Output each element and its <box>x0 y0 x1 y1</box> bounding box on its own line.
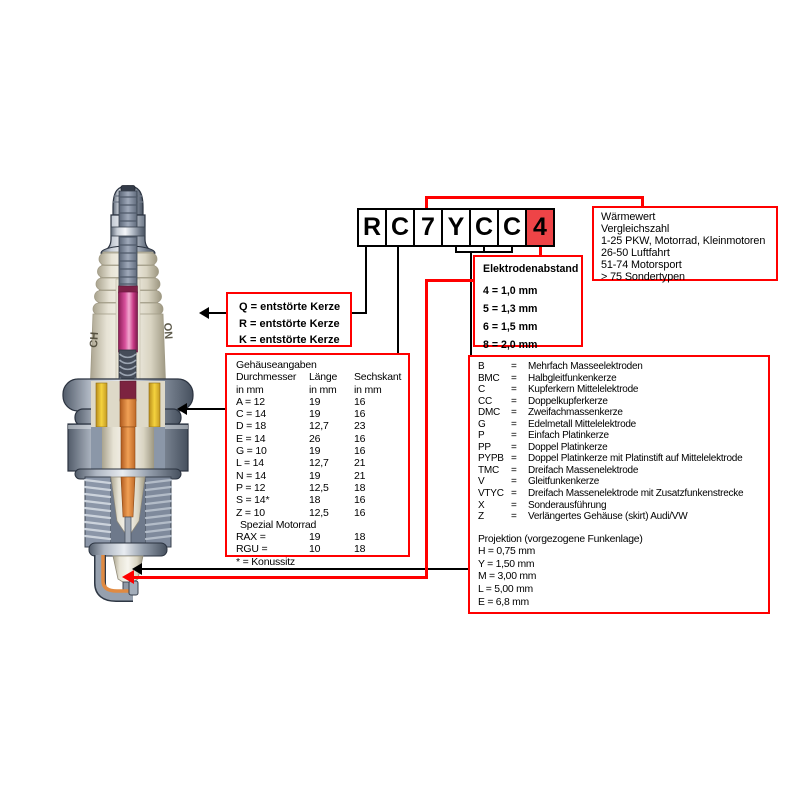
text-line: Y = 1,50 mm <box>478 558 535 570</box>
cell-code: N = 14 <box>236 469 267 482</box>
cell-desc: 16 <box>354 395 366 408</box>
cell-eq: 26 <box>309 432 321 445</box>
cell-code: C = 14 <box>236 408 267 421</box>
cell-desc: 16 <box>354 408 366 421</box>
connector-heat-horizontal <box>425 196 644 199</box>
text-line: 26-50 Luftfahrt <box>601 247 670 260</box>
cell-eq: = <box>511 361 517 372</box>
cell-desc: Edelmetall Mittelelektrode <box>528 418 636 430</box>
cell-code: CC <box>478 395 492 407</box>
cell-code: PP <box>478 441 491 453</box>
plug-resistor <box>119 286 138 352</box>
cell-eq: 19 <box>309 531 321 544</box>
housing-special-label: Spezial Motorrad <box>240 518 317 531</box>
connector-ycc-rail <box>455 251 513 253</box>
code-letter-box: 7 <box>413 208 443 247</box>
text-line: Vergleichszahl <box>601 223 670 236</box>
cell-desc: 18 <box>354 481 366 494</box>
cell-eq: 12,5 <box>309 506 329 519</box>
text-line: 5 = 1,3 mm <box>483 303 538 315</box>
cell-eq: 19 <box>309 408 321 421</box>
code-letter-box: R <box>357 208 387 247</box>
electrode-gap-rows <box>483 282 581 354</box>
cell-desc: Zweifachmassenkerze <box>528 407 623 419</box>
cell-desc: Gleitfunkenkerze <box>528 476 600 488</box>
cell-desc: Verlängertes Gehäuse (skirt) Audi/VW <box>528 511 688 523</box>
cell-eq: = <box>511 499 517 511</box>
cell-desc: 23 <box>354 420 366 433</box>
cell-code: X <box>478 499 485 511</box>
housing-table-rows <box>236 396 408 519</box>
col-unit-diameter: in mm <box>236 383 264 396</box>
text-line: > 75 Sondertypen <box>601 271 685 284</box>
electrode-codes-box <box>468 355 770 614</box>
col-header-hex: Sechskant <box>354 371 402 384</box>
cell-eq: = <box>511 511 517 523</box>
text-line: E = 6,8 mm <box>478 596 529 608</box>
projection-section <box>478 534 768 610</box>
text-line: L = 5,00 mm <box>478 584 533 596</box>
cell-code: L = 14 <box>236 457 264 470</box>
cell-code: B <box>478 361 485 372</box>
connector-r-vertical <box>365 247 367 314</box>
cell-code: RGU = <box>236 543 268 556</box>
text-line: R = entstörte Kerze <box>239 317 340 330</box>
cell-desc: Dreifach Massenelektrode <box>528 464 639 476</box>
cell-eq: 12,7 <box>309 420 329 433</box>
cell-desc: Dreifach Massenelektrode mit Zusatzfunkenstrecke <box>528 488 744 500</box>
cell-code: Z <box>478 511 484 523</box>
text-line: 8 = 2,0 mm <box>483 339 538 351</box>
connector-codes-to-plug <box>141 568 468 570</box>
cell-eq: = <box>511 384 517 396</box>
text-line: 6 = 1,5 mm <box>483 321 538 333</box>
electrode-gap-title: Elektrodenabstand <box>483 263 579 275</box>
cell-code: P = 12 <box>236 481 266 494</box>
cell-eq: = <box>511 464 517 476</box>
electrode-gap-box <box>473 255 583 351</box>
cell-eq: = <box>511 372 517 384</box>
projection-rows <box>478 546 768 609</box>
text-line: K = entstörte Kerze <box>239 334 340 346</box>
cell-desc: Doppel Platinkerze <box>528 441 608 453</box>
cell-eq: 18 <box>309 494 321 507</box>
code-letter-box: C <box>385 208 415 247</box>
code-letter-box: C <box>469 208 499 247</box>
cell-eq: = <box>511 395 517 407</box>
col-header-length: Länge <box>309 371 338 384</box>
plug-shell <box>63 379 193 479</box>
cell-code: RAX = <box>236 531 266 544</box>
code-letter-row <box>357 208 555 247</box>
housing-footnote: * = Konussitz <box>236 555 295 568</box>
text-line: M = 3,00 mm <box>478 571 537 583</box>
cell-desc: 21 <box>354 457 366 470</box>
connector-c-vertical <box>397 247 399 353</box>
cell-eq: = <box>511 418 517 430</box>
cell-desc: 18 <box>354 531 366 544</box>
housing-table-header <box>236 371 408 396</box>
cell-desc: Doppel Platinkerze mit Platinstift auf Mittelelektrode <box>528 453 743 465</box>
cell-desc: Doppelkupferkerze <box>528 395 608 407</box>
cell-code: VTYC <box>478 488 504 500</box>
cell-desc: Mehrfach Masseelektroden <box>528 361 643 372</box>
connector-r-horizontal <box>352 312 367 314</box>
cell-code: DMC <box>478 407 501 419</box>
connector-gap-horizontal-bottom <box>134 576 428 579</box>
cell-eq: 19 <box>309 469 321 482</box>
cell-code: V <box>478 476 485 488</box>
col-header-diameter: Durchmesser <box>236 371 297 384</box>
cell-code: TMC <box>478 464 499 476</box>
spark-plug-illustration <box>55 183 205 615</box>
cell-desc: Kupferkern Mittelelektrode <box>528 384 639 396</box>
cell-eq: 19 <box>309 395 321 408</box>
cell-eq: = <box>511 476 517 488</box>
cell-code: S = 14* <box>236 494 270 507</box>
heat-rating-box <box>592 206 778 284</box>
housing-special-rows <box>236 531 408 556</box>
cell-eq: 19 <box>309 445 321 458</box>
text-line: 4 = 1,0 mm <box>483 285 538 297</box>
electrode-code-rows <box>478 361 768 523</box>
cell-code: PYPB <box>478 453 504 465</box>
cell-desc: 16 <box>354 506 366 519</box>
cell-desc: Halbgleitfunkenkerze <box>528 372 617 384</box>
col-unit-hex: in mm <box>354 383 382 396</box>
cell-eq: 12,7 <box>309 457 329 470</box>
projection-title: Projektion (vorgezogene Funkenlage) <box>478 533 643 545</box>
cell-eq: = <box>511 430 517 442</box>
connector-gehaeuse-to-plug <box>186 408 225 410</box>
cell-eq: = <box>511 453 517 465</box>
cell-code: A = 12 <box>236 395 265 408</box>
cell-code: D = 18 <box>236 420 267 433</box>
arrowhead-spark-gap <box>122 570 134 584</box>
text-line: Q = entstörte Kerze <box>239 301 341 313</box>
connector-qrk-to-plug <box>208 312 226 314</box>
cell-code: Z = 10 <box>236 506 265 519</box>
code-letter-box: C <box>497 208 527 247</box>
cell-desc: Einfach Platinkerze <box>528 430 609 442</box>
code-letter-box: 4 <box>525 208 555 247</box>
cell-eq: = <box>511 441 517 453</box>
connector-ycc-vertical <box>470 251 472 355</box>
suppressed-plug-box <box>226 292 352 347</box>
code-letter-box: Y <box>441 208 471 247</box>
cell-eq: 12,5 <box>309 481 329 494</box>
cell-eq: = <box>511 488 517 500</box>
col-unit-length: in mm <box>309 383 337 396</box>
arrowhead-resistor <box>199 307 209 319</box>
cell-desc: Sonderausführung <box>528 499 607 511</box>
cell-code: E = 14 <box>236 432 266 445</box>
cell-desc: 16 <box>354 432 366 445</box>
cell-desc: 16 <box>354 494 366 507</box>
cell-eq: 10 <box>309 543 321 556</box>
text-line: 51-74 Motorsport <box>601 259 682 272</box>
cell-code: C <box>478 384 485 396</box>
plug-threads <box>85 477 171 556</box>
plug-brand-left: CH <box>88 331 102 349</box>
cell-desc: 16 <box>354 445 366 458</box>
arrowhead-hex <box>177 403 187 415</box>
text-line: 1-25 PKW, Motorrad, Kleinmotoren <box>601 235 766 248</box>
housing-table-title: Gehäuseangaben <box>236 359 317 371</box>
cell-code: P <box>478 430 485 442</box>
cell-desc: 21 <box>354 469 366 482</box>
cell-code: G <box>478 418 486 430</box>
connector-gap-horizontal-top <box>427 279 473 282</box>
text-line: Wärmewert <box>601 211 656 223</box>
cell-eq: = <box>511 407 517 419</box>
housing-table-box <box>225 353 410 568</box>
plug-brand-right: ON <box>161 322 175 340</box>
cell-code: BMC <box>478 372 500 384</box>
cell-desc: 18 <box>354 543 366 556</box>
text-line: H = 0,75 mm <box>478 546 536 558</box>
cell-code: G = 10 <box>236 445 267 458</box>
connector-gap-vertical <box>425 279 428 579</box>
